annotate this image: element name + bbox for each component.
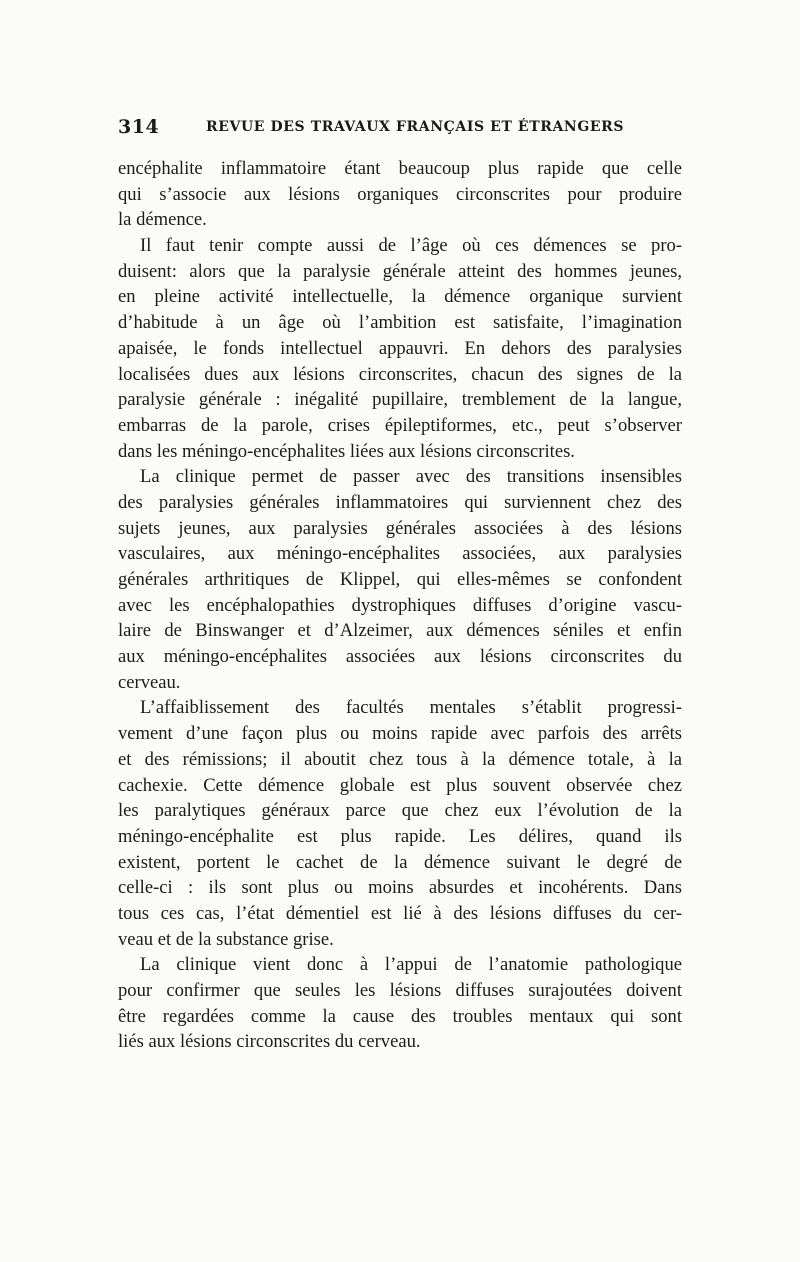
text-line: cachexie. Cette démence globale est plus souvent observée chez — [118, 774, 682, 796]
running-head: REVUE DES TRAVAUX FRANÇAIS ET ÉTRANGERS — [206, 119, 625, 135]
text-line: tous ces cas, l’état démentiel est lié à des lésions diffuses du cer- — [118, 902, 682, 924]
text-line: encéphalite inflammatoire étant beaucoup plus rapide que celle — [118, 158, 682, 179]
text-line: apaisée, le fonds intellectuel appauvri. En dehors des paralysies — [118, 337, 682, 359]
text-line: dans les méningo-encéphalites liées aux lésions circonscrites. — [118, 440, 575, 462]
text-line: aux méningo-encéphalites associées aux lésions circonscrites du — [118, 646, 682, 668]
text-line: générales arthritiques de Klippel, qui elles-mêmes se confondent — [118, 569, 682, 590]
page-number: 314 — [118, 116, 160, 138]
text-line: en pleine activité intellectuelle, la démence organique survient — [118, 286, 682, 308]
text-line: qui s’associe aux lésions organiques circonscrites pour produire — [118, 183, 682, 205]
text-line: les paralytiques généraux parce que chez eux l’évolution de la — [118, 800, 682, 822]
text-line: et des rémissions; il aboutit chez tous à la démence totale, à la — [118, 748, 682, 770]
text-line: méningo-encéphalite est plus rapide. Les délires, quand ils — [118, 825, 682, 847]
text-line: vasculaires, aux méningo-encéphalites associées, aux paralysies — [118, 543, 682, 565]
text-line: celle-ci : ils sont plus ou moins absurdes et incohérents. Dans — [118, 877, 682, 899]
text-line: L’affaiblissement des facultés mentales s’établit progressi- — [140, 697, 682, 719]
text-line: vement d’une façon plus ou moins rapide avec parfois des arrêts — [118, 723, 682, 745]
text-line: veau et de la substance grise. — [118, 928, 334, 950]
text-line: sujets jeunes, aux paralysies générales associées à des lésions — [118, 517, 682, 539]
text-line: liés aux lésions circonscrites du cerveau. — [118, 1031, 421, 1053]
text-line: La clinique permet de passer avec des transitions insensibles — [140, 466, 682, 488]
page-header — [118, 116, 683, 142]
text-line: avec les encéphalopathies dystrophiques diffuses d’origine vascu- — [118, 594, 682, 616]
text-line: pour confirmer que seules les lésions diffuses surajoutées doivent — [118, 980, 682, 1001]
body-text — [118, 156, 682, 1055]
text-line: paralysie générale : inégalité pupillaire, tremblement de la langue, — [118, 389, 682, 411]
text-line: localisées dues aux lésions circonscrites, chacun des signes de la — [118, 363, 682, 385]
text-line: des paralysies générales inflammatoires qui surviennent chez des — [118, 491, 682, 513]
text-line: La clinique vient donc à l’appui de l’anatomie pathologique — [140, 954, 682, 976]
text-line: d’habitude à un âge où l’ambition est satisfaite, l’imagination — [118, 312, 682, 334]
text-line: être regardées comme la cause des troubles mentaux qui sont — [118, 1005, 682, 1027]
text-line: laire de Binswanger et d’Alzeimer, aux démences séniles et enfin — [118, 620, 682, 642]
text-line: la démence. — [118, 209, 207, 231]
text-line: cerveau. — [118, 671, 181, 693]
text-line: Il faut tenir compte aussi de l’âge où ces démences se pro- — [140, 235, 682, 257]
text-line: embarras de la parole, crises épileptiformes, etc., peut s’observer — [118, 414, 682, 436]
text-line: duisent: alors que la paralysie générale atteint des hommes jeunes, — [118, 260, 682, 282]
text-line: existent, portent le cachet de la démence suivant le degré de — [118, 851, 682, 873]
